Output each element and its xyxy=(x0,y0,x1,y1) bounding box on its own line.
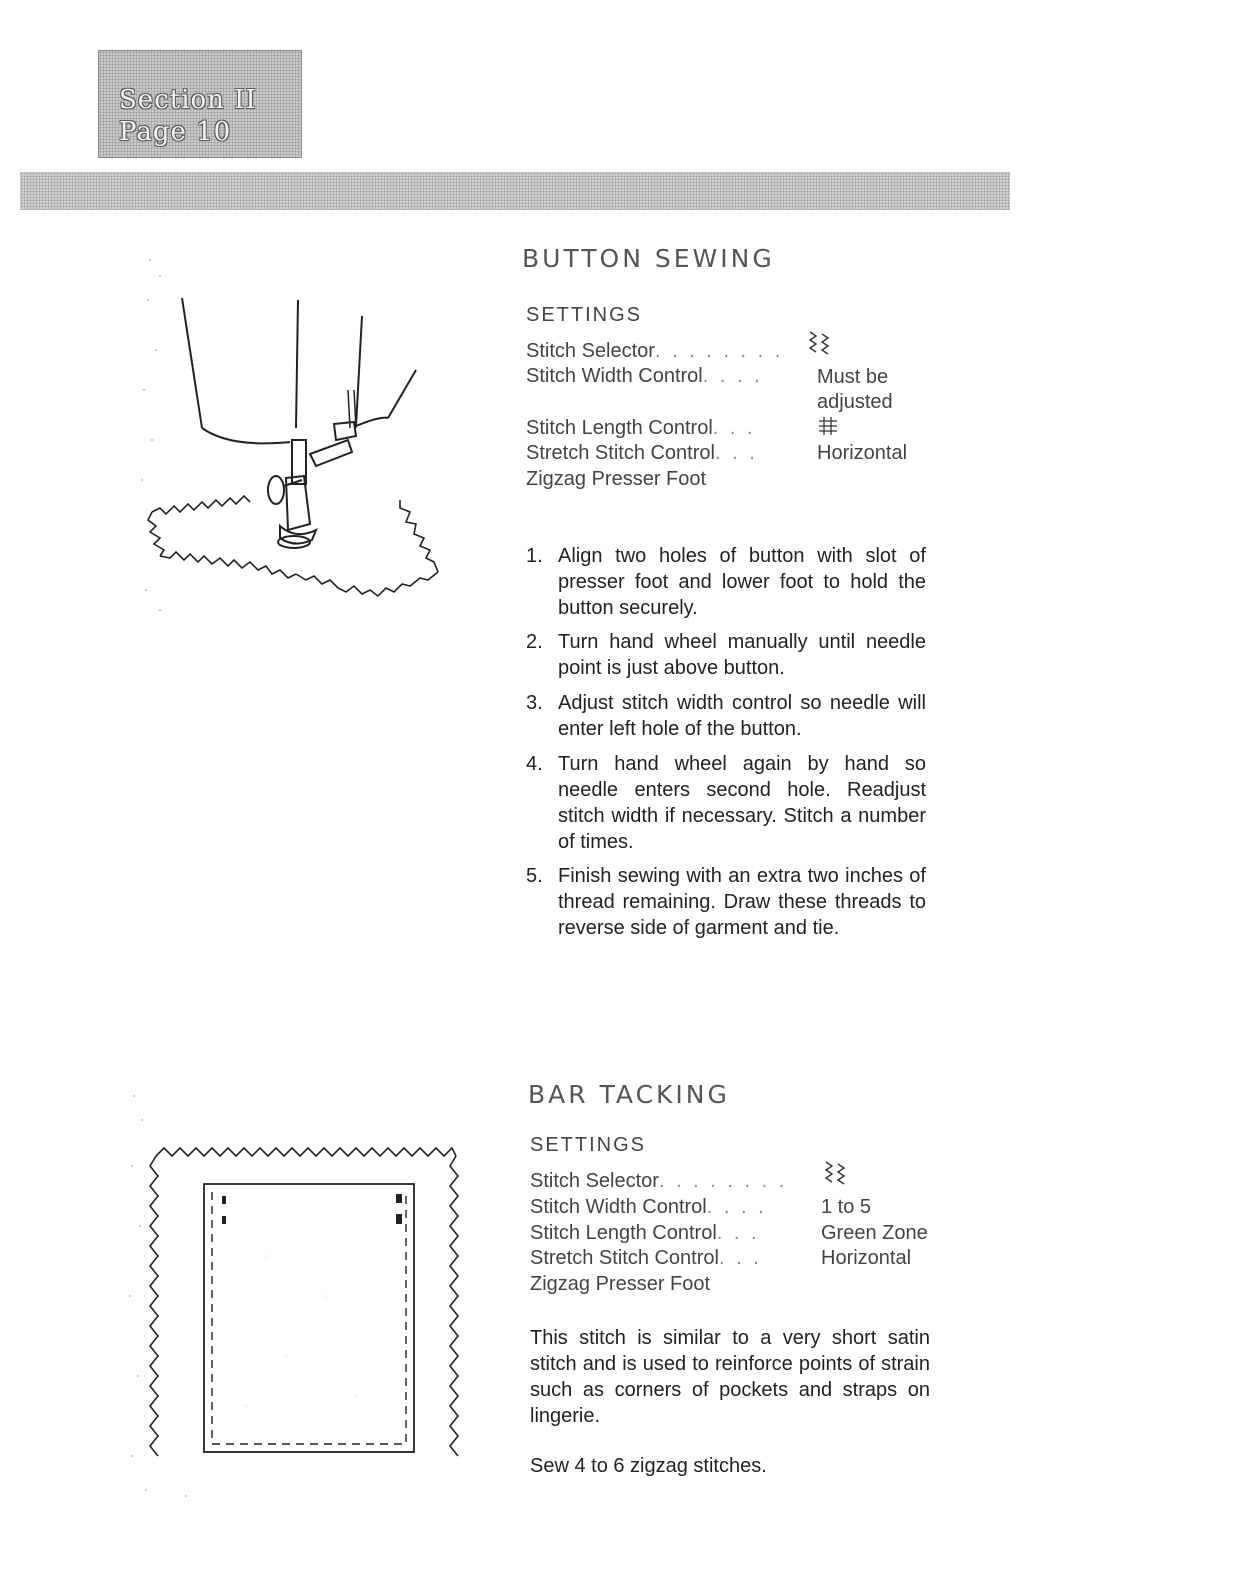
section-label: Section II xyxy=(119,85,257,115)
setting-stitch-selector: Stitch Selector. . . . . . . . xyxy=(526,340,783,363)
step-5: 5. Finish sewing with an extra two inches of thread remaining. Draw these threads to reverse side of garment and tie. xyxy=(526,865,926,939)
zigzag-stitch-icon xyxy=(820,1160,850,1196)
bar-setting-stitch-width: Stitch Width Control. . . . 1 to 5 xyxy=(530,1196,872,1218)
header-band xyxy=(20,172,1010,210)
bar-tacking-settings-title: SETTINGS xyxy=(530,1134,647,1156)
bar-setting-stitch-selector: Stitch Selector. . . . . . . . xyxy=(530,1170,787,1193)
bar-setting-presser-foot: Zigzag Presser Foot xyxy=(530,1273,711,1295)
button-sewing-settings-title: SETTINGS xyxy=(526,304,643,326)
bar-tacking-description: This stitch is similar to a very short satin stitch and is used to reinforce points of strain such as corners of pockets and straps on lingerie. xyxy=(530,1327,930,1427)
setting-stitch-width: Stitch Width Control. . . . Must be adjusted xyxy=(526,365,893,413)
stitch-length-icon xyxy=(817,415,839,443)
bar-setting-stitch-length: Stitch Length Control. . . Green Zone xyxy=(530,1222,928,1244)
step-4: 4. Turn hand wheel again by hand so needle enters second hole. Readjust stitch width if necessary. Stitch a number of times. xyxy=(526,753,926,853)
step-3: 3. Adjust stitch width control so needle will enter left hole of the button. xyxy=(526,692,926,740)
setting-stretch-stitch: Stretch Stitch Control. . . Horizontal xyxy=(526,442,908,464)
setting-stitch-length: Stitch Length Control. . . xyxy=(526,417,756,440)
page-label: Page 10 xyxy=(119,117,232,147)
bar-tacking-title: BAR TACKING xyxy=(528,1080,730,1109)
setting-presser-foot: Zigzag Presser Foot xyxy=(526,468,707,490)
button-sewing-title: BUTTON SEWING xyxy=(522,244,775,273)
step-2: 2. Turn hand wheel manually until needle point is just above button. xyxy=(526,631,926,679)
bar-tacking-illustration xyxy=(126,1076,466,1506)
section-tab xyxy=(98,50,302,158)
zigzag-stitch-icon xyxy=(804,330,834,366)
bar-setting-stretch-stitch: Stretch Stitch Control. . . Horizontal xyxy=(530,1247,912,1269)
button-sewing-illustration xyxy=(120,240,460,640)
bar-tacking-instruction: Sew 4 to 6 zigzag stitches. xyxy=(530,1455,767,1477)
step-1: 1. Align two holes of button with slot of presser foot and lower foot to hold the button securely. xyxy=(526,545,926,619)
